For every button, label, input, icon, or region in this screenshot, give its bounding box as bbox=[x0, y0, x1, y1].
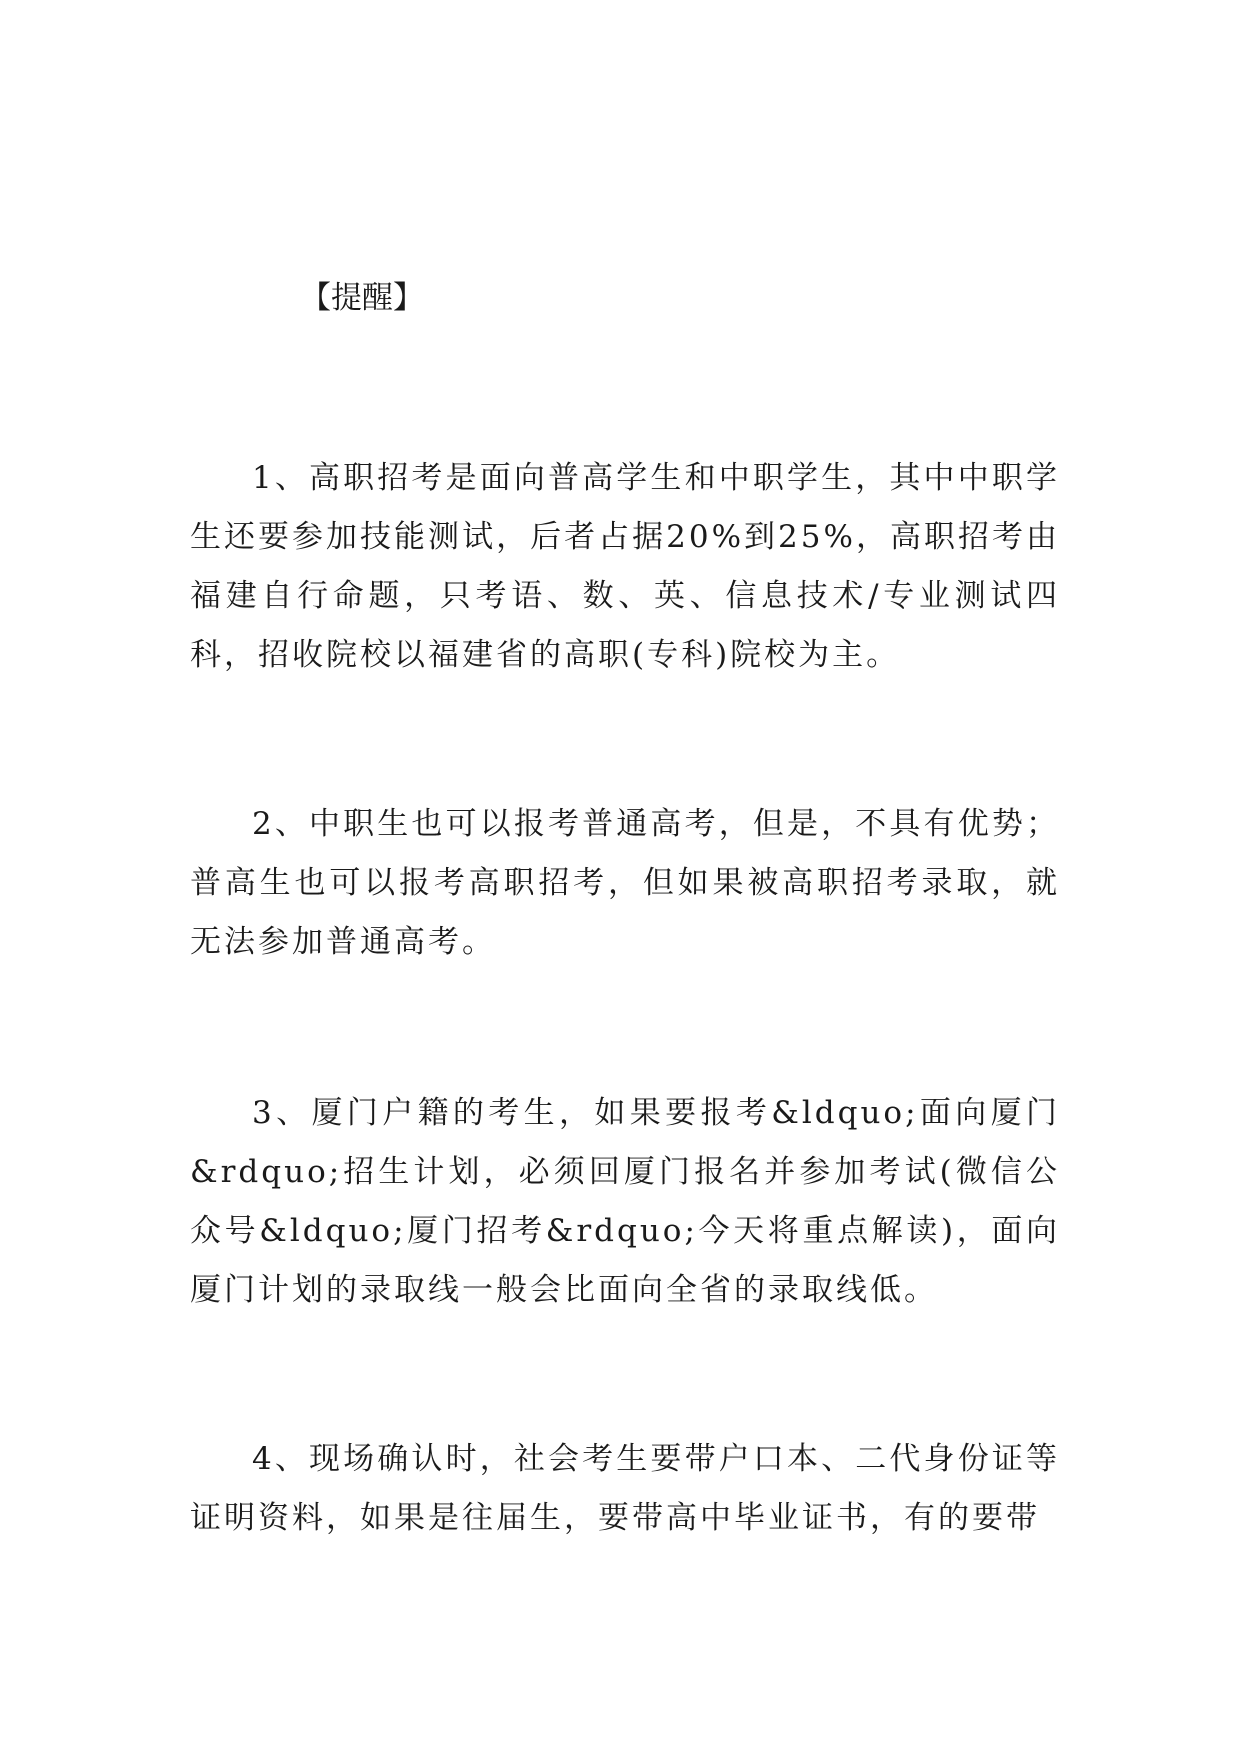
paragraph-1: 1、高职招考是面向普高学生和中职学生，其中中职学生还要参加技能测试，后者占据20%到25%，高职招考由福建自行命题，只考语、数、英、信息技术/专业测试四科，招收院校以福建省的高职(专科)院校为主。 bbox=[190, 460, 1060, 673]
paragraph-3: 3、厦门户籍的考生，如果要报考&ldquo;面向厦门&rdquo;招生计划，必须回厦门报名并参加考试(微信公众号&ldquo;厦门招考&rdquo;今天将重点解读)，面向厦门计划的录取线一般会比面向全省的录取线低。 bbox=[190, 1095, 1060, 1308]
paragraph-2: 2、中职生也可以报考普通高考，但是，不具有优势；普高生也可以报考高职招考，但如果被高职招考录取，就无法参加普通高考。 bbox=[190, 806, 1060, 960]
reminder-heading: 【提醒】 bbox=[300, 280, 424, 316]
paragraph-4: 4、现场确认时，社会考生要带户口本、二代身份证等证明资料，如果是往届生，要带高中毕业证书，有的要带 bbox=[190, 1441, 1060, 1536]
